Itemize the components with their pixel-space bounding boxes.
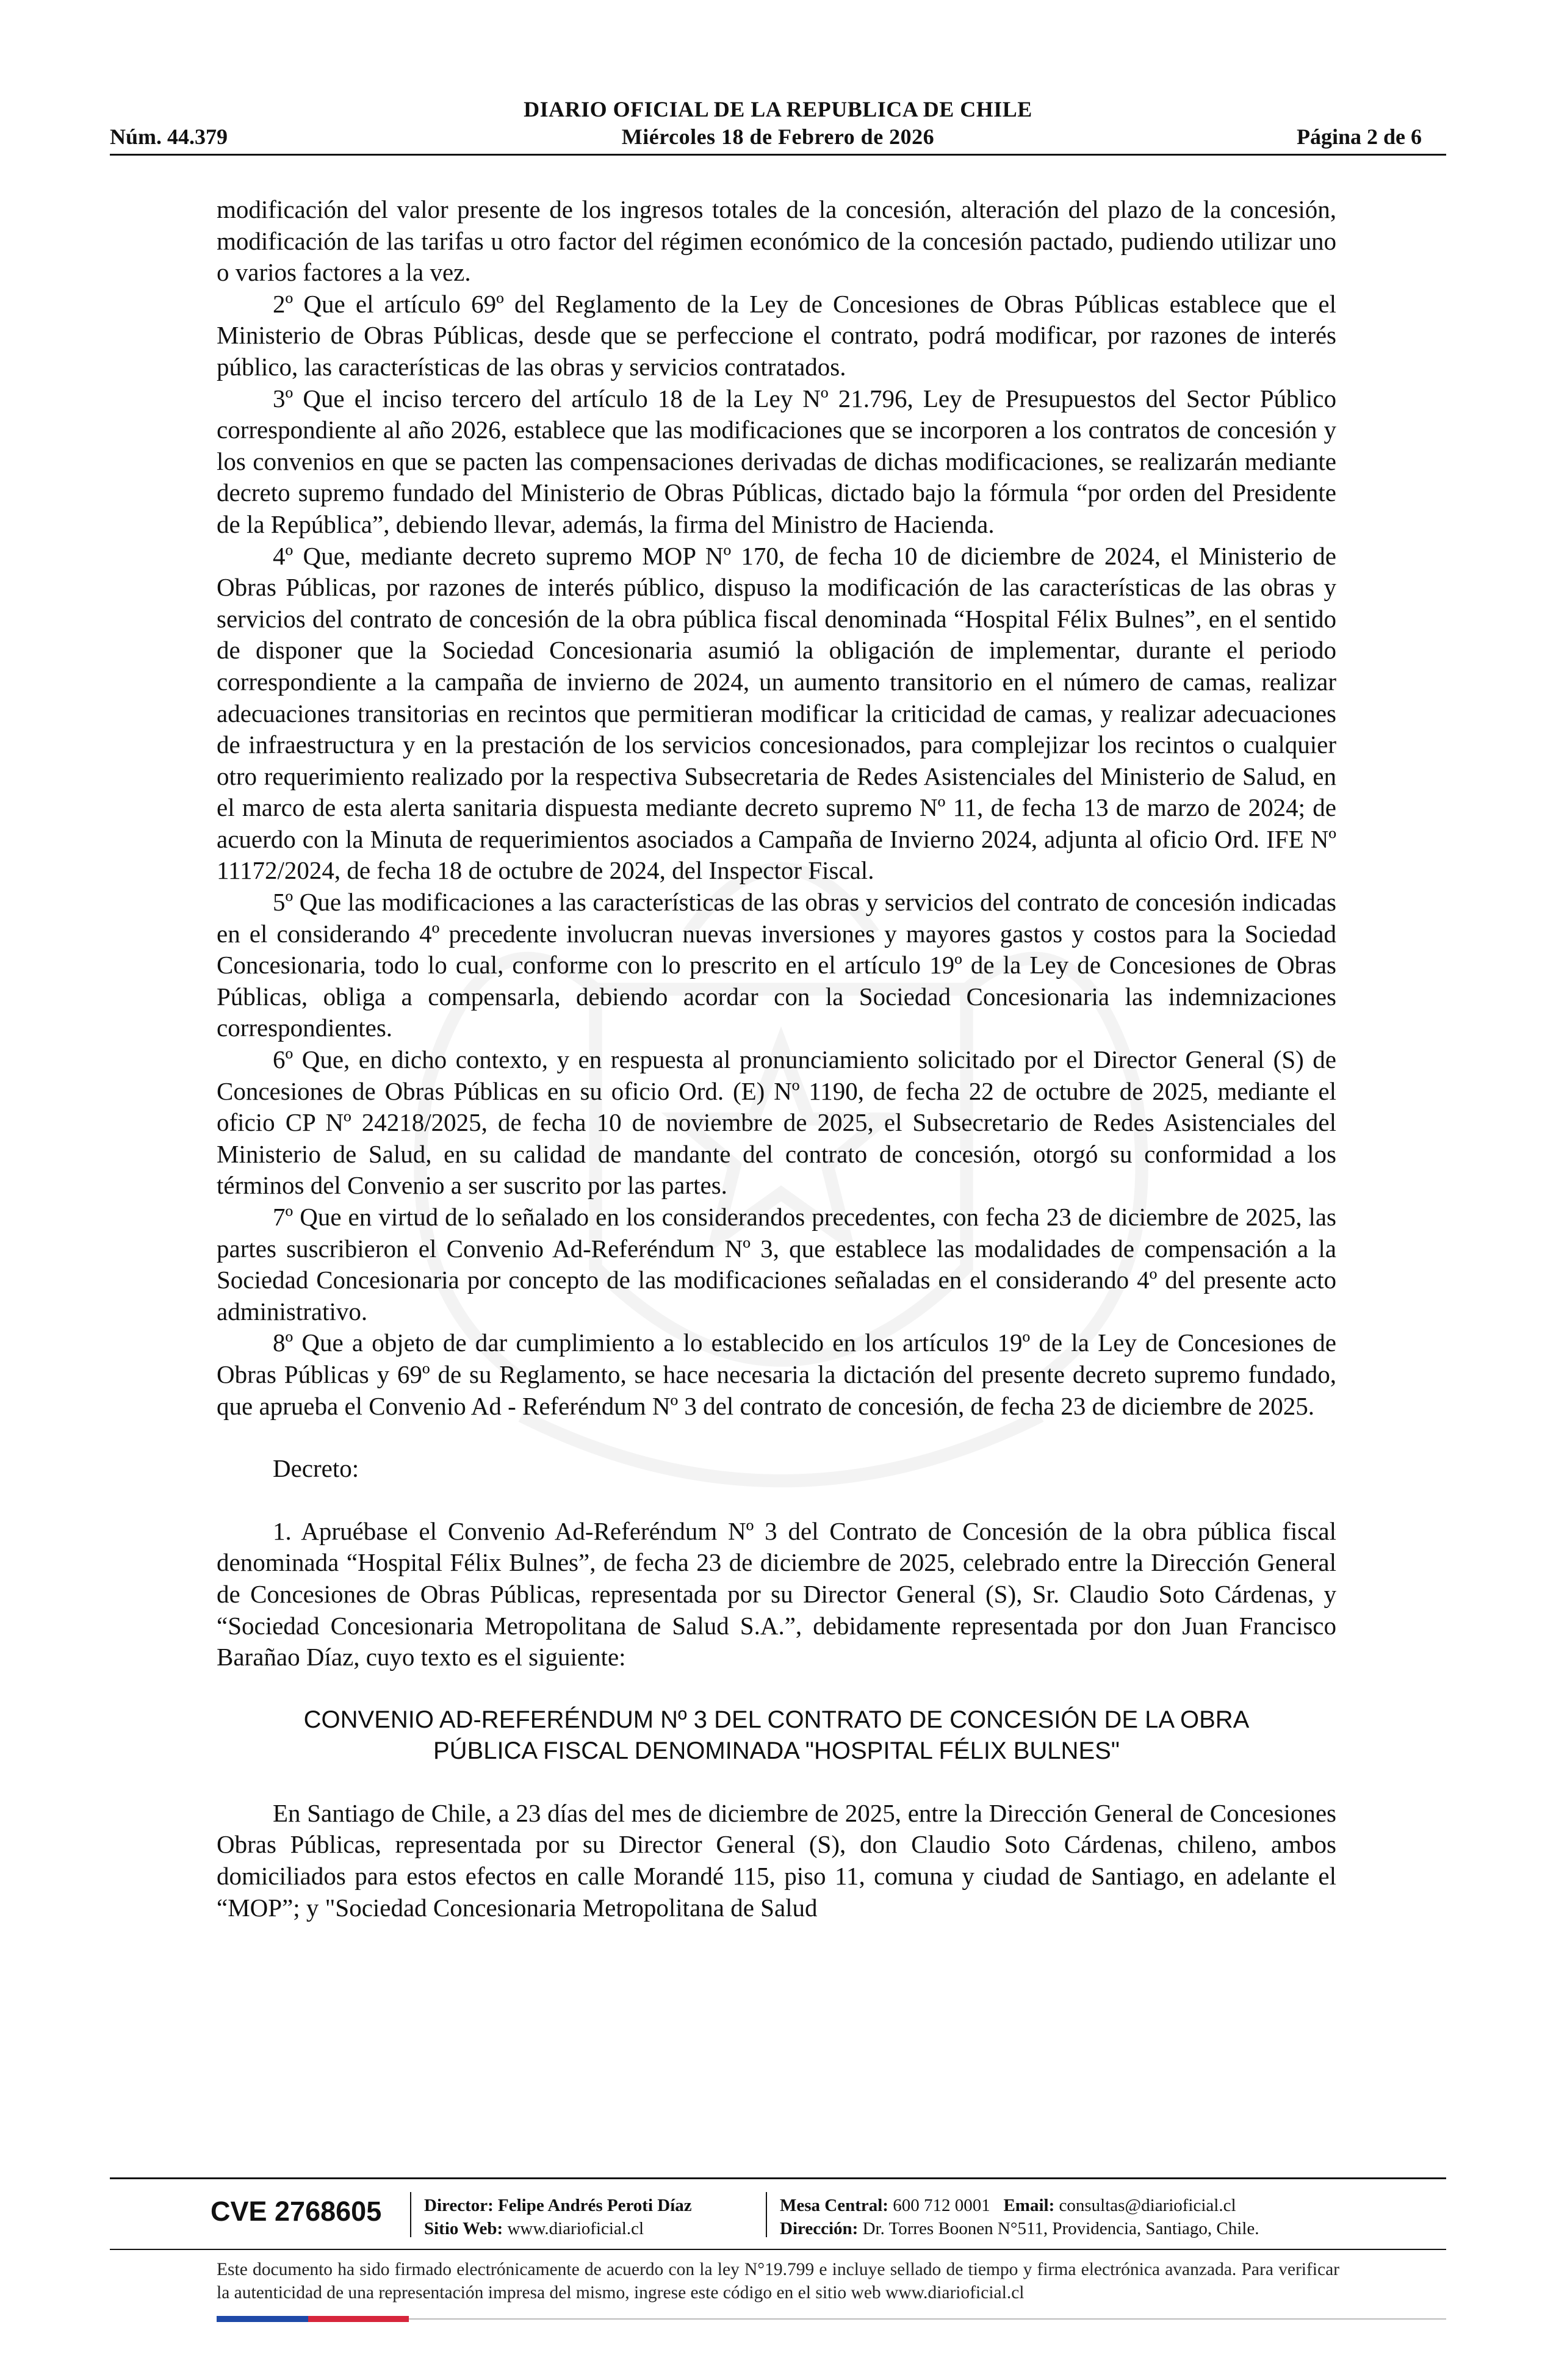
direccion-label: Dirección: <box>780 2219 859 2238</box>
convenio-opening: En Santiago de Chile, a 23 días del mes de diciembre de 2025, entre la Dirección General de Concesiones Obras Públicas, representada por su Director General (S), don Claudio Soto Cárdenas, chileno, ambos domiciliados para estos efectos en calle Morandé 115, piso 11, comuna y ciudad de Santiago, en adelante el “MOP”; y "Sociedad Concesionaria Metropolitana de Salud <box>217 1798 1336 1922</box>
convenio-title-line-1: CONVENIO AD-REFERÉNDUM Nº 3 DEL CONTRATO DE CONCESIÓN DE LA OBRA <box>303 1706 1250 1733</box>
mesa-label: Mesa Central: <box>780 2196 888 2215</box>
page-number: Página 2 de 6 <box>1296 124 1422 149</box>
site-link[interactable]: www.diarioficial.cl <box>507 2219 644 2238</box>
email-link[interactable]: consultas@diarioficial.cl <box>1059 2196 1236 2215</box>
document-body <box>217 194 1336 1924</box>
decreto-article-1: 1. Apruébase el Convenio Ad-Referéndum Nº 3 del Contrato de Concesión de la obra pública fiscal denominada “Hospital Félix Bulnes”, de fecha 23 de diciembre de 2025, celebrado entre la Dirección General de Concesiones de Obras Públicas, representada por su Director General (S), Sr. Claudio Soto Cárdenas, y “Sociedad Concesionaria Metropolitana de Salud S.A.”, debidamente representada por don Juan Francisco Barañao Díaz, cuyo texto es el siguiente: <box>217 1516 1336 1671</box>
journal-title: DIARIO OFICIAL DE LA REPUBLICA DE CHILE <box>524 97 1032 121</box>
flag-stripe-red <box>308 2316 409 2322</box>
flag-stripe-blue <box>217 2316 308 2322</box>
considerando-6: 6º Que, en dicho contexto, y en respuesta al pronunciamiento solicitado por el Director General (S) de Concesiones de Obras Públicas en su oficio Ord. (E) Nº 1190, de fecha 22 de octubre de 2025, mediante el oficio CP Nº 24218/2025, de fecha 10 de noviembre de 2025, el Subsecretario de Redes Asistenciales del Ministerio de Salud, en su calidad de mandante del contrato de concesión, otorgó su conformidad a los términos del Convenio a ser suscrito por las partes. <box>217 1045 1336 1200</box>
electronic-signature-note: Este documento ha sido firmado electrónicamente de acuerdo con la ley N°19.799 e incluye sellado de tiempo y firma electrónica avanzada. Para verificar la autenticidad de una representación impresa del mismo, ingrese este código en el sitio web www.diarioficial.cl <box>217 2260 1339 2302</box>
direccion-value: Dr. Torres Boonen N°511, Providencia, Santiago, Chile. <box>862 2219 1259 2238</box>
considerando-8: 8º Que a objeto de dar cumplimiento a lo establecido en los artículos 19º de la Ley de Concesiones de Obras Públicas y 69º de su Reglamento, se hace necesaria la dictación del presente decreto supremo fundado, que aprueba el Convenio Ad - Referéndum Nº 3 del contrato de concesión, de fecha 23 de diciembre de 2025. <box>217 1329 1336 1420</box>
flag-stripe-rule <box>409 2318 1446 2320</box>
director-name: Felipe Andrés Peroti Díaz <box>498 2196 692 2215</box>
paragraph-continuation: modificación del valor presente de los ingresos totales de la concesión, alteración del plazo de la concesión, modificación de las tarifas u otro factor del régimen económico de la concesión pactado, pudiendo utilizar uno o varios factores a la vez. <box>217 195 1336 287</box>
email-label: Email: <box>1003 2196 1055 2215</box>
footer-contact-block <box>780 2194 1259 2240</box>
issue-number: Núm. 44.379 <box>110 124 228 149</box>
convenio-title-line-2: PÚBLICA FISCAL DENOMINADA "HOSPITAL FÉLIX BULNES" <box>433 1737 1120 1764</box>
considerando-2: 2º Que el artículo 69º del Reglamento de la Ley de Concesiones de Obras Públicas establece que el Ministerio de Obras Públicas, desde que se perfeccione el contrato, podrá modificar, por razones de interés público, las características de las obras y servicios contratados. <box>217 289 1336 381</box>
footer-bottom-divider <box>110 2249 1446 2250</box>
mesa-phone: 600 712 0001 <box>893 2196 990 2215</box>
site-label: Sitio Web: <box>424 2219 503 2238</box>
footer-separator <box>766 2192 767 2237</box>
director-label: Director: <box>424 2196 494 2215</box>
header-divider <box>110 154 1446 156</box>
considerando-4: 4º Que, mediante decreto supremo MOP Nº 170, de fecha 10 de diciembre de 2024, el Ministerio de Obras Públicas, por razones de interés público, dispuso la modificación de las características de las obras y servicios del contrato de concesión de la obra pública fiscal denominada “Hospital Félix Bulnes”, en el sentido de disponer que la Sociedad Concesionaria asumió la obligación de implementar, durante el periodo correspondiente a la campaña de invierno de 2024, un aumento transitorio en el número de camas, realizar adecuaciones transitorias en recintos que permitieran modificar la criticidad de camas, y realizar adecuaciones de infraestructura y en la prestación de los servicios concesionados, para complejizar los recintos o cualquier otro requerimiento realizado por la respectiva Subsecretaria de Redes Asistenciales del Ministerio de Salud, en el marco de esta alerta sanitaria dispuesta mediante decreto supremo Nº 11, de fecha 13 de marzo de 2024; de acuerdo con la Minuta de requerimientos asociados a Campaña de Invierno 2024, adjunta al oficio Ord. IFE Nº 11172/2024, de fecha 18 de octubre de 2024, del Inspector Fiscal. <box>217 541 1336 885</box>
considerando-7: 7º Que en virtud de lo señalado en los considerandos precedentes, con fecha 23 de diciembre de 2025, las partes suscribieron el Convenio Ad-Referéndum Nº 3, que establece las modalidades de compensación a la Sociedad Concesionaria por concepto de las modificaciones señaladas en el considerando 4º del presente acto administrativo. <box>217 1203 1336 1325</box>
considerando-3: 3º Que el inciso tercero del artículo 18 de la Ley Nº 21.796, Ley de Presupuestos del Sector Público correspondiente al año 2026, establece que las modificaciones que se incorporen a los contratos de concesión y los convenios en que se pacten las compensaciones derivadas de dichas modificaciones, se realizarán mediante decreto supremo fundado del Ministerio de Obras Públicas, dictado bajo la fórmula “por orden del Presidente de la República”, debiendo llevar, además, la firma del Ministro de Hacienda. <box>217 384 1336 538</box>
footer-divider <box>110 2177 1446 2179</box>
cve-code: CVE 2768605 <box>211 2196 382 2227</box>
decreto-heading: Decreto: <box>273 1454 359 1483</box>
footer-separator <box>410 2192 411 2237</box>
convenio-title <box>217 1704 1336 1767</box>
considerando-5: 5º Que las modificaciones a las características de las obras y servicios del contrato de concesión indicadas en el considerando 4º precedente involucran nuevas inversiones y mayores gastos y costos para la Sociedad Concesionaria, todo lo cual, conforme con lo prescrito en el artículo 19º de la Ley de Concesiones de Obras Públicas, obliga a compensarla, debiendo acordar con la Sociedad Concesionaria las indemnizaciones correspondientes. <box>217 888 1336 1042</box>
issue-date: Miércoles 18 de Febrero de 2026 <box>621 124 935 149</box>
footer-director-block <box>424 2194 692 2240</box>
